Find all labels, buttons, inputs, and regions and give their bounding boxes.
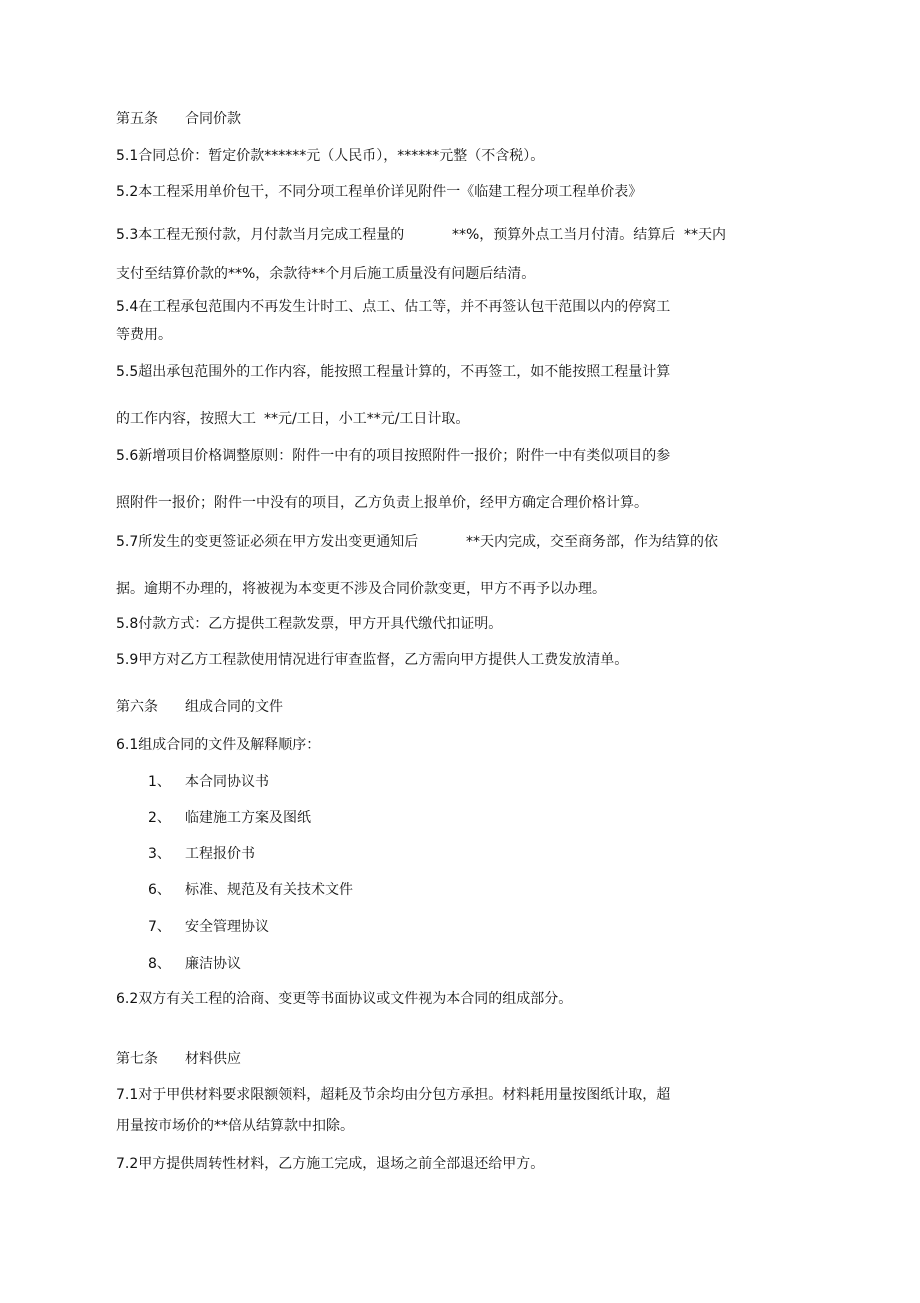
section-7-title: 材料供应 (185, 1051, 241, 1067)
clause-5-4-cont: 等费用。 (116, 327, 172, 343)
clause-5-5: 5.5超出承包范围外的工作内容，能按照工程量计算的，不再签工，如不能按照工程量计算 (116, 364, 671, 380)
clause-5-6: 5.6新增项目价格调整原则：附件一中有的项目按照附件一报价；附件一中有类似项目的参 (116, 448, 671, 464)
clause-7-2: 7.2甲方提供周转性材料，乙方施工完成，退场之前全部退还给甲方。 (116, 1156, 545, 1172)
clause-5-5-cont-part1: 的工作内容，按照大工 (116, 411, 256, 427)
clause-5-9: 5.9甲方对乙方工程款使用情况进行审查监督，乙方需向甲方提供人工费发放清单。 (116, 652, 629, 668)
doc-list-item-number: 3、 (148, 846, 171, 862)
doc-list-item-text: 安全管理协议 (185, 919, 269, 935)
clause-6-1: 6.1组成合同的文件及解释顺序： (116, 737, 321, 753)
clause-7-1: 7.1对于甲供材料要求限额领料，超耗及节余均由分包方承担。材料耗用量按图纸计取，超 (116, 1087, 671, 1103)
clause-5-5-cont-part2: **元/工日，小工**元/工日计取。 (264, 411, 470, 427)
section-6-number: 第六条 (116, 699, 158, 715)
doc-list-item-text: 临建施工方案及图纸 (185, 810, 311, 826)
clause-5-7-cont: 据。逾期不办理的，将被视为本变更不涉及合同价款变更，甲方不再予以办理。 (116, 581, 606, 597)
doc-list-item-text: 标准、规范及有关技术文件 (185, 882, 353, 898)
section-5-title: 合同价款 (185, 111, 241, 127)
doc-list-item-text: 工程报价书 (185, 846, 255, 862)
section-7-number: 第七条 (116, 1051, 158, 1067)
clause-5-7-part2: **天内完成，交至商务部，作为结算的依 (466, 534, 718, 550)
doc-list-item-text: 本合同协议书 (185, 774, 269, 790)
doc-list-item-number: 6、 (148, 882, 171, 898)
clause-5-3-cont: 支付至结算价款的**%，余款待**个月后施工质量没有问题后结清。 (116, 266, 536, 282)
clause-5-2: 5.2本工程采用单价包干，不同分项工程单价详见附件一《临建工程分项工程单价表》 (116, 184, 643, 200)
doc-list-item-text: 廉洁协议 (185, 956, 241, 972)
clause-5-8: 5.8付款方式：乙方提供工程款发票，甲方开具代缴代扣证明。 (116, 616, 503, 632)
doc-list-item-number: 7、 (148, 919, 171, 935)
clause-7-1-cont: 用量按市场价的**倍从结算款中扣除。 (116, 1118, 354, 1134)
doc-list-item-number: 2、 (148, 810, 171, 826)
clause-5-3-part3: **天内 (684, 227, 726, 243)
clause-5-3-part2: **%，预算外点工当月付清。结算后 (452, 227, 676, 243)
clause-5-3-part1: 5.3本工程无预付款，月付款当月完成工程量的 (116, 227, 405, 243)
clause-5-1: 5.1合同总价：暂定价款******元（人民币），******元整（不含税）。 (116, 148, 545, 164)
doc-list-item-number: 8、 (148, 956, 171, 972)
clause-6-2: 6.2双方有关工程的洽商、变更等书面协议或文件视为本合同的组成部分。 (116, 991, 573, 1007)
doc-list-item-number: 1、 (148, 774, 171, 790)
clause-5-7-part1: 5.7所发生的变更签证必须在甲方发出变更通知后 (116, 534, 419, 550)
clause-5-4: 5.4在工程承包范围内不再发生计时工、点工、估工等，并不再签认包干范围以内的停窝工 (116, 299, 671, 315)
section-5-number: 第五条 (116, 111, 158, 127)
clause-5-6-cont: 照附件一报价；附件一中没有的项目，乙方负责上报单价，经甲方确定合理价格计算。 (116, 495, 648, 511)
section-6-title: 组成合同的文件 (185, 699, 283, 715)
